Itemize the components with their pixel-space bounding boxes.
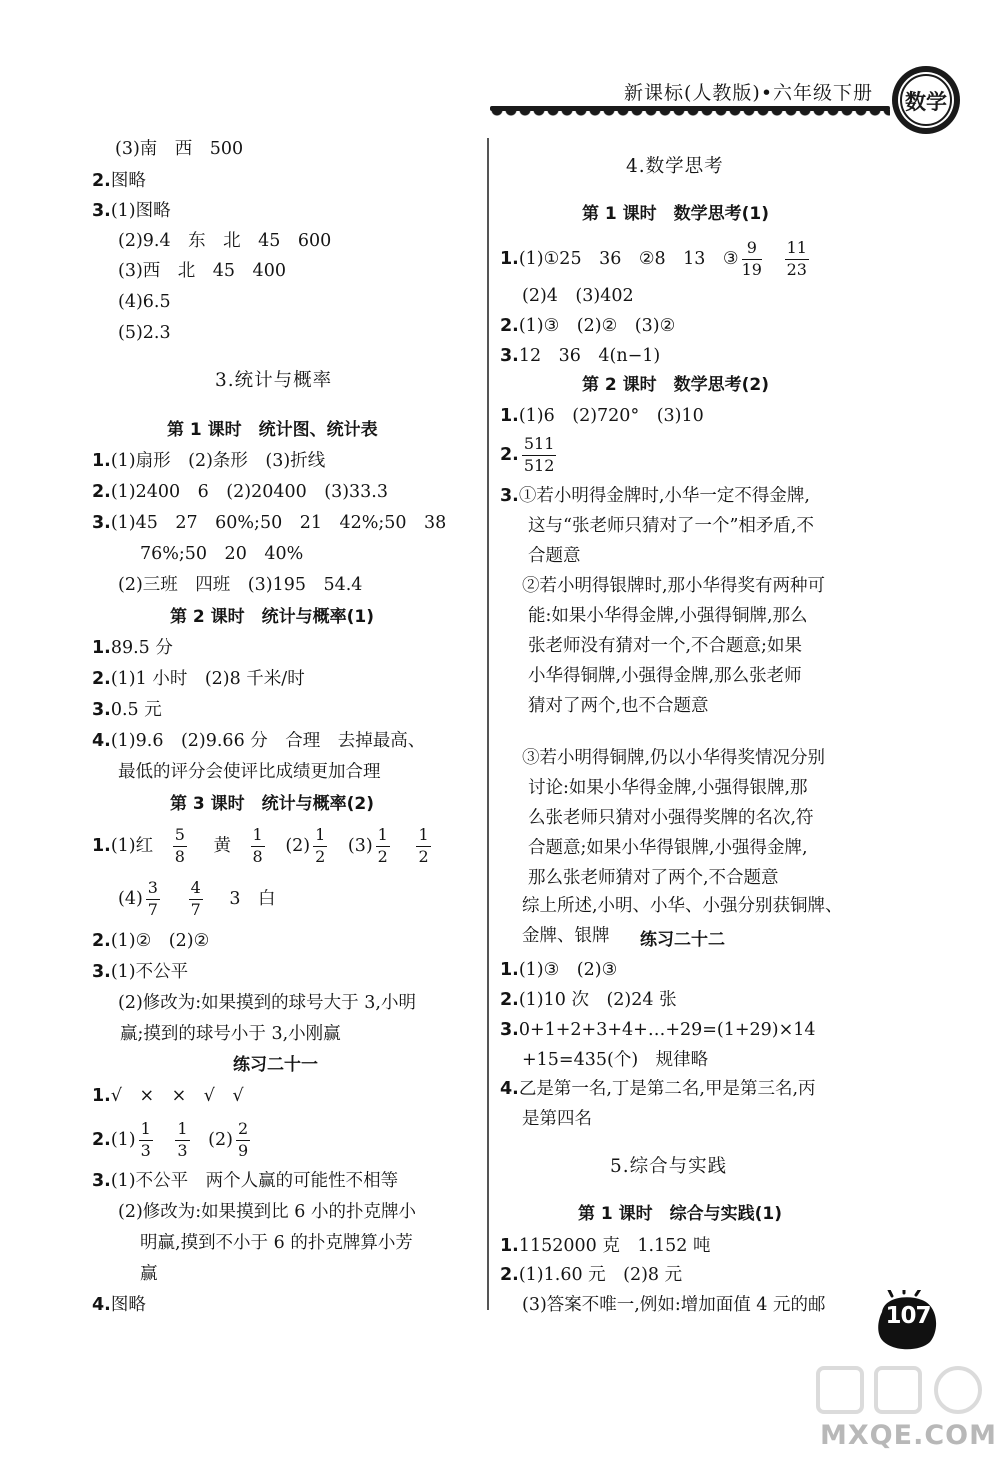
answer-line: 1.(1)6 (2)720° (3)10 [500, 406, 704, 426]
lesson-title: 第 2 课时 统计与概率(1) [170, 607, 375, 627]
fraction: $\frac{1}{2}$ [377, 825, 388, 866]
fraction: $\frac{511}{512}$ [523, 434, 555, 475]
answer-line: (3)西 北 45 400 [118, 261, 286, 281]
answer-line: (2)三班 四班 (3)195 54.4 [118, 575, 363, 595]
answer-line: 3.(1)图略 [92, 201, 171, 221]
answer-line: 2.(1)③ (2)② (3)② [500, 316, 676, 336]
answer-line: 小华得铜牌,小强得金牌,那么张老师 [528, 666, 802, 686]
answer-line: 明赢,摸到不小于 6 的扑克牌算小芳 [140, 1233, 413, 1253]
answer-line: +15=435(个) 规律略 [522, 1050, 709, 1070]
answer-line: 么张老师只猜对小强得奖牌的名次,符 [528, 808, 814, 828]
answer-line: 3.(1)不公平 两个人赢的可能性不相等 [92, 1171, 399, 1191]
answer-line: 3.12 36 4(n−1) [500, 346, 661, 366]
answer-line: 这与“张老师只猜对了一个”相矛盾,不 [528, 516, 814, 536]
answer-line: (4)6.5 [118, 292, 171, 312]
fraction: $\frac{1}{2}$ [418, 825, 429, 866]
answer-line: 2.(1)② (2)② [92, 931, 210, 951]
answer-line: 2.(1)10 次 (2)24 张 [500, 990, 677, 1010]
fraction: $\frac{1}{8}$ [252, 825, 263, 866]
answer-line: 1.89.5 分 [92, 638, 173, 658]
lesson-title: 第 1 课时 数学思考(1) [582, 204, 770, 224]
fraction: $\frac{1}{3}$ [140, 1119, 151, 1160]
answer-line: (2)修改为:如果摸到的球号大于 3,小明 [118, 993, 416, 1013]
fraction: $\frac{2}{9}$ [237, 1119, 249, 1160]
answer-line: (3)答案不唯一,例如:增加面值 4 元的邮 [522, 1295, 826, 1315]
header-scallop-border [490, 110, 890, 122]
answer-line: 2. $\frac{511}{512}$ [500, 434, 555, 475]
lesson-title: 第 1 课时 统计图、统计表 [167, 420, 378, 440]
answer-line: 1.√ × × √ √ [92, 1086, 244, 1106]
answer-line: 3.0.5 元 [92, 700, 162, 720]
section-title: 4.数学思考 [626, 156, 724, 177]
watermark-text: MXQE.COM [820, 1420, 997, 1451]
answer-line: 1.(1)①25 36 ②8 13 ③ $\frac{9}{19}$ $\frac{11}{23}$ [500, 238, 807, 279]
answer-line: (3)南 西 500 [115, 139, 244, 159]
answer-line: 金牌、银牌 [522, 926, 610, 946]
answer-line: 4.图略 [92, 1295, 146, 1315]
lesson-title: 第 3 课时 统计与概率(2) [170, 794, 375, 814]
answer-line: 2.(1)1 小时 (2)8 千米/时 [92, 669, 305, 689]
answer-line: 那么张老师猜对了两个,不合题意 [528, 868, 779, 888]
answer-line: 4.乙是第一名,丁是第二名,甲是第三名,丙 [500, 1079, 816, 1099]
answer-line: 1.(1)扇形 (2)条形 (3)折线 [92, 451, 326, 471]
lesson-title: 第 1 课时 综合与实践(1) [578, 1204, 783, 1224]
fraction: $\frac{1}{2}$ [315, 825, 326, 866]
header-title: 新课标(人教版)•六年级下册 [624, 82, 874, 104]
section-title: 5.综合与实践 [610, 1156, 728, 1177]
answer-line: (4) $\frac{3}{7}$ $\frac{4}{7}$ 3 白 [118, 878, 276, 919]
section-title: 3.统计与概率 [215, 370, 333, 391]
answer-line: 张老师没有猜对一个,不合题意;如果 [528, 636, 802, 656]
answer-line: (2)修改为:如果摸到比 6 小的扑克牌小 [118, 1202, 416, 1222]
answer-line: 综上所述,小明、小华、小强分别获铜牌、 [522, 896, 843, 916]
exercise-title: 练习二十一 [233, 1055, 318, 1075]
answer-line: 2.(1) $\frac{1}{3}$ $\frac{1}{3}$ (2) $\frac{2}{9}$ [92, 1119, 249, 1160]
fraction: $\frac{4}{7}$ [190, 878, 201, 919]
answer-line: 1.1152000 克 1.152 吨 [500, 1236, 711, 1256]
fraction: $\frac{1}{3}$ [177, 1119, 188, 1160]
answer-line: 2.(1)1.60 元 (2)8 元 [500, 1265, 683, 1285]
lesson-title: 第 2 课时 数学思考(2) [582, 375, 770, 395]
fraction: $\frac{11}{23}$ [786, 238, 807, 279]
answer-line: (2)4 (3)402 [522, 286, 634, 306]
answer-line: 赢;摸到的球号小于 3,小刚赢 [120, 1024, 341, 1044]
answer-line: 3.(1)45 27 60%;50 21 42%;50 38 [92, 513, 447, 533]
page-number: 107 [885, 1303, 931, 1329]
answer-line: 2.(1)2400 6 (2)20400 (3)33.3 [92, 482, 388, 502]
answer-line: 赢 [140, 1264, 158, 1284]
answer-line: 4.(1)9.6 (2)9.66 分 合理 去掉最高、 [92, 731, 426, 751]
answer-line: ②若小明得银牌时,那小华得奖有两种可 [522, 576, 826, 596]
fraction: $\frac{5}{8}$ [174, 825, 185, 866]
answer-line: 76%;50 20 40% [140, 544, 304, 564]
answer-line: 2.图略 [92, 171, 146, 191]
fraction: $\frac{9}{19}$ [741, 238, 762, 279]
answer-line: 1.(1)③ (2)③ [500, 960, 618, 980]
subject-badge-label: 数学 [905, 90, 947, 114]
answer-line: 3.①若小明得金牌时,小华一定不得金牌, [500, 486, 810, 506]
exercise-title: 练习二十二 [640, 930, 725, 950]
answer-line: 是第四名 [522, 1109, 592, 1129]
answer-line: 最低的评分会使评比成绩更加合理 [118, 762, 381, 782]
answer-line: (5)2.3 [118, 323, 171, 343]
column-divider [487, 138, 489, 1310]
answer-line: 3.0+1+2+3+4+…+29=(1+29)×14 [500, 1020, 816, 1040]
answer-line: 合题意;如果小华得银牌,小强得金牌, [528, 838, 808, 858]
answer-line: 3.(1)不公平 [92, 962, 189, 982]
answer-line: (2)9.4 东 北 45 600 [118, 231, 332, 251]
answer-line: 能:如果小华得金牌,小强得铜牌,那么 [528, 606, 808, 626]
answer-line: 讨论:如果小华得金牌,小强得银牌,那 [528, 778, 808, 798]
answer-line: ③若小明得铜牌,仍以小华得奖情况分别 [522, 748, 826, 768]
answer-line: 1.(1)红 $\frac{5}{8}$ 黄 $\frac{1}{8}$ (2) $\frac{1}{2}$ (3) $\frac{1}{2}$ $\frac{1}{2}$ [92, 825, 429, 866]
answer-line: 合题意 [528, 546, 581, 566]
answer-line: 猜对了两个,也不合题意 [528, 696, 709, 716]
fraction: $\frac{3}{7}$ [147, 878, 158, 919]
